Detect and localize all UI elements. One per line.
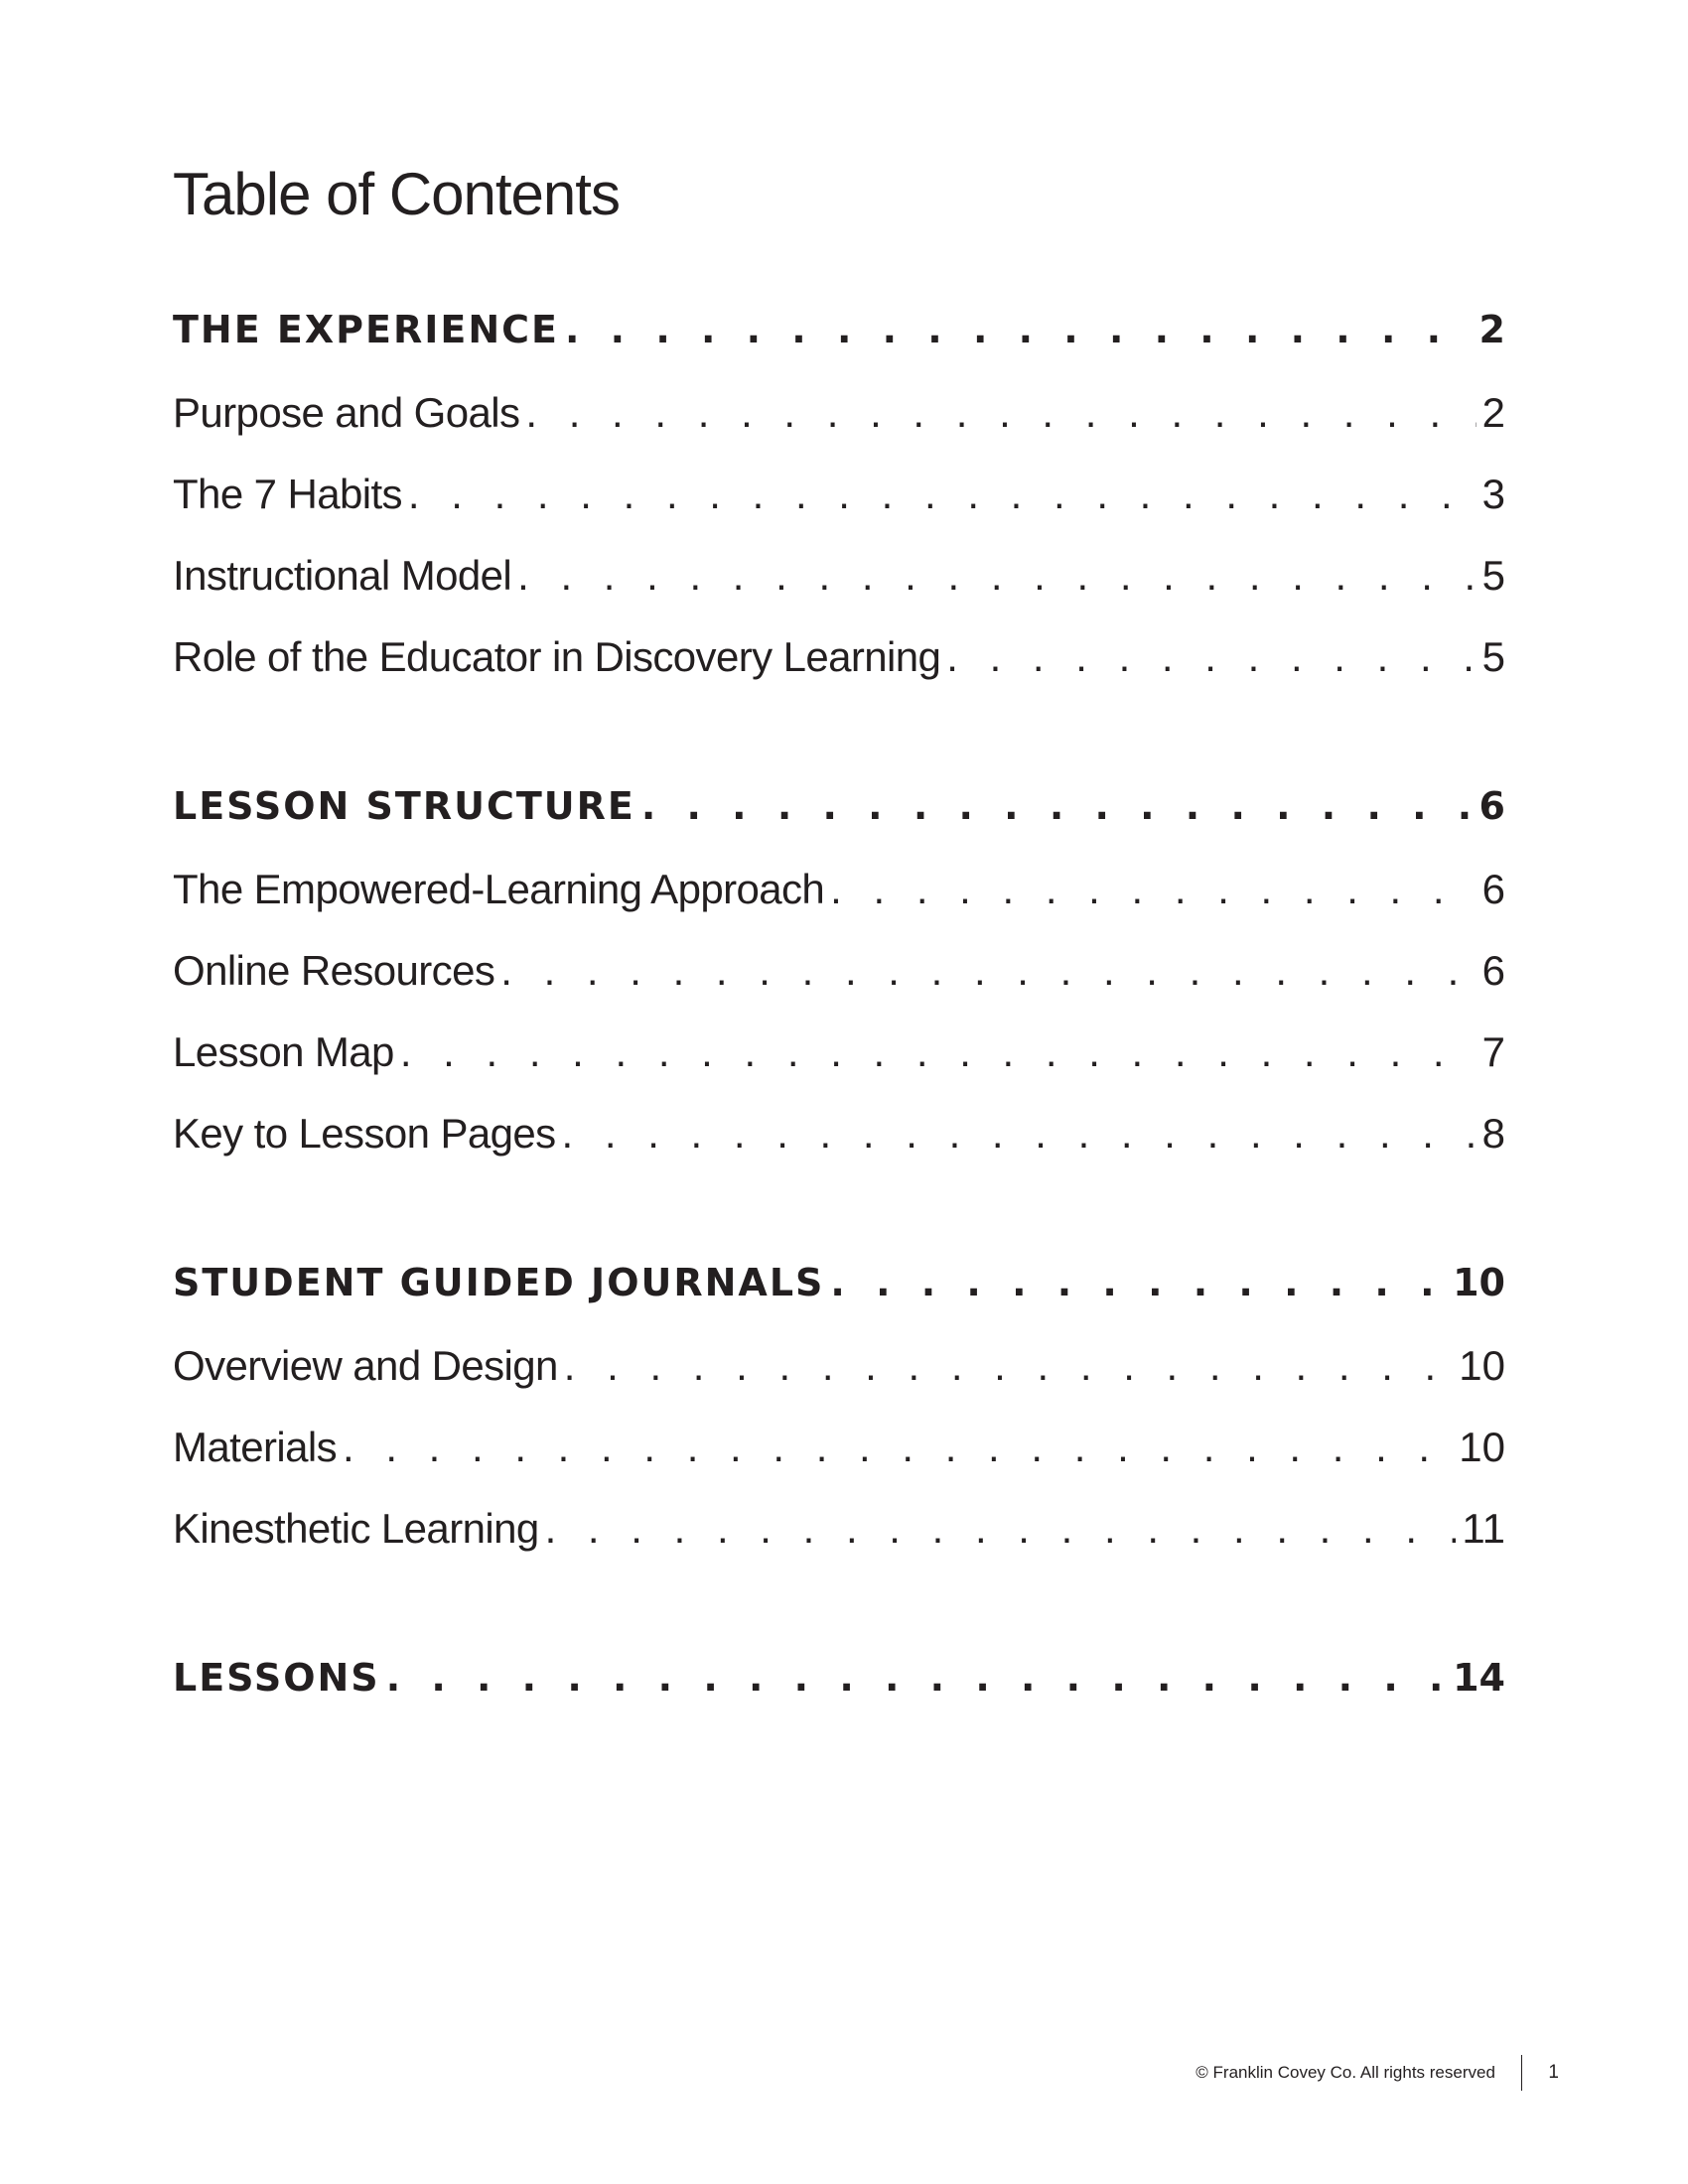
- toc-heading-label: LESSONS: [173, 1656, 380, 1700]
- toc-page-number: 6: [1478, 784, 1505, 828]
- toc-page-number: 10: [1459, 1424, 1505, 1470]
- toc-entry-label: The Empowered-Learning Approach: [173, 866, 825, 912]
- dot-leader: [564, 1342, 1453, 1390]
- toc-page-number: 10: [1459, 1342, 1505, 1389]
- toc-entry-label: Materials: [173, 1424, 337, 1470]
- dot-leader: [830, 1261, 1447, 1304]
- dot-leader: [525, 389, 1476, 437]
- toc-section-lesson-structure: [173, 784, 1505, 1191]
- toc-entry-label: Instructional Model: [173, 552, 512, 599]
- toc-entry[interactable]: [173, 866, 1505, 947]
- dot-leader: [386, 1656, 1447, 1700]
- toc-entry[interactable]: [173, 633, 1505, 715]
- dot-leader: [562, 1110, 1477, 1158]
- dot-leader: [500, 947, 1476, 995]
- toc-entry-label: Overview and Design: [173, 1342, 558, 1389]
- toc-page-number: 14: [1453, 1656, 1505, 1700]
- dot-leader: [641, 784, 1474, 828]
- toc-entry[interactable]: [173, 1342, 1505, 1424]
- page-footer: [1196, 2055, 1559, 2091]
- toc-page-number: 6: [1481, 866, 1505, 912]
- toc-heading-label: THE EXPERIENCE: [173, 308, 559, 351]
- toc-entry[interactable]: [173, 1505, 1505, 1586]
- toc-entry[interactable]: [173, 947, 1505, 1028]
- page-title: Table of Contents: [173, 161, 620, 227]
- toc-entry-label: The 7 Habits: [173, 471, 402, 517]
- toc-entry[interactable]: [173, 471, 1505, 552]
- toc-entry-label: Kinesthetic Learning: [173, 1505, 539, 1552]
- toc-entry-label: Role of the Educator in Discovery Learning: [173, 633, 941, 680]
- toc-section-heading[interactable]: [173, 1261, 1505, 1342]
- toc-entry-label: Online Resources: [173, 947, 495, 994]
- toc-heading-label: STUDENT GUIDED JOURNALS: [173, 1261, 825, 1304]
- toc-entry-label: Purpose and Goals: [173, 389, 520, 436]
- toc-page-number: 3: [1481, 471, 1505, 517]
- copyright-notice: © Franklin Covey Co. All rights reserved: [1196, 2063, 1495, 2082]
- toc-section-lessons: [173, 1656, 1505, 1737]
- toc-section-student-guided-journals: [173, 1261, 1505, 1586]
- dot-leader: [946, 633, 1476, 681]
- toc-page-number: 2: [1478, 308, 1505, 351]
- toc-entry[interactable]: [173, 1424, 1505, 1505]
- toc-section-heading[interactable]: [173, 308, 1505, 389]
- toc-page-number: 11: [1462, 1505, 1505, 1552]
- toc-page-number: 10: [1453, 1261, 1505, 1304]
- toc-section-the-experience: [173, 308, 1505, 715]
- toc-heading-label: LESSON STRUCTURE: [173, 784, 635, 828]
- toc-page-number: 6: [1481, 947, 1505, 994]
- toc-page-number: 2: [1481, 389, 1505, 436]
- toc-entry-label: Lesson Map: [173, 1028, 394, 1075]
- page-number: 1: [1548, 2062, 1559, 2083]
- dot-leader: [517, 552, 1477, 600]
- dot-leader: [830, 866, 1476, 913]
- toc-page-number: 7: [1481, 1028, 1505, 1075]
- toc-section-heading[interactable]: [173, 784, 1505, 866]
- dot-leader: [343, 1424, 1453, 1471]
- toc-entry-label: Key to Lesson Pages: [173, 1110, 556, 1157]
- toc-entry[interactable]: [173, 1110, 1505, 1191]
- toc-page-number: 5: [1481, 633, 1505, 680]
- dot-leader: [565, 308, 1474, 351]
- toc-entry[interactable]: [173, 389, 1505, 471]
- footer-divider: [1521, 2055, 1523, 2091]
- dot-leader: [408, 471, 1477, 518]
- table-of-contents: [173, 308, 1505, 1807]
- toc-section-heading[interactable]: [173, 1656, 1505, 1737]
- toc-page-number: 5: [1481, 552, 1505, 599]
- toc-entry[interactable]: [173, 552, 1505, 633]
- dot-leader: [545, 1505, 1457, 1553]
- dot-leader: [400, 1028, 1477, 1076]
- toc-page-number: 8: [1481, 1110, 1505, 1157]
- toc-entry[interactable]: [173, 1028, 1505, 1110]
